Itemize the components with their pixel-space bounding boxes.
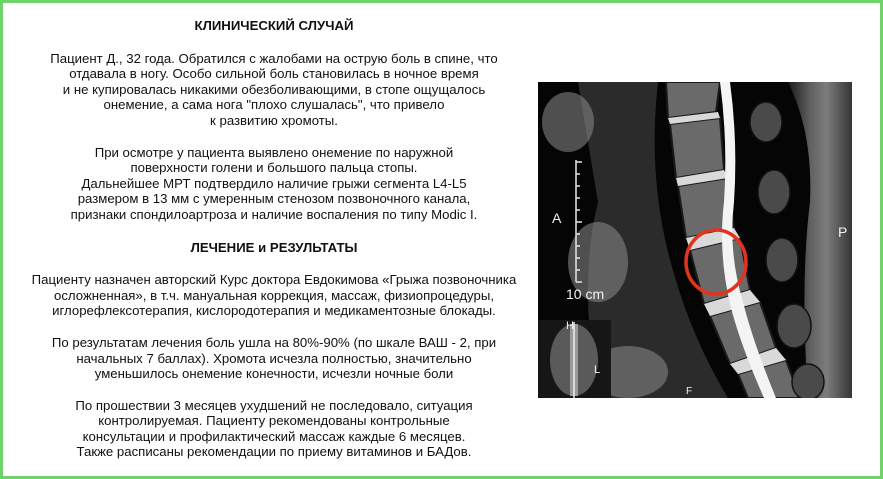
- text-line: осложненная», в т.ч. мануальная коррекция, массаж, физиопроцедуры,: [54, 287, 494, 303]
- text-line: к развитию хромоты.: [210, 112, 338, 128]
- text-line: При осмотре у пациента выявлено онемение по наружной: [94, 144, 454, 160]
- text-line: отдавала в ногу. Особо сильной боль становилась в ночное время: [69, 66, 479, 82]
- text-line: Пациенту назначен авторский Курс доктора Евдокимова «Грыжа позвоночника: [31, 272, 517, 288]
- mri-localizer-inset: [538, 320, 611, 398]
- treatment-title: ЛЕЧЕНИЕ и РЕЗУЛЬТАТЫ: [190, 239, 358, 255]
- text-line: Также расписаны рекомендации по приему витаминов и БАДов.: [76, 444, 472, 460]
- followup-paragraph: [18, 398, 530, 460]
- anterior-label: A: [552, 210, 562, 226]
- inset-h-label: H: [566, 320, 574, 332]
- inset-f-label: F: [686, 386, 693, 397]
- scale-label: 10 cm: [566, 286, 605, 302]
- text-line: консультации и профилактический массаж каждые 6 месяцев.: [82, 428, 466, 444]
- text-column: [18, 18, 530, 460]
- text-line: уменьшилось онемение конечности, исчезли ночные боли: [94, 366, 454, 382]
- exam-paragraph: [18, 145, 530, 223]
- text-line: По результатам лечения боль ушла на 80%-90% (по шкале ВАШ - 2, при: [51, 334, 497, 350]
- text-line: признаки спондилоартроза и наличие воспаления по типу Modic I.: [70, 206, 478, 222]
- inset-l-label: L: [594, 364, 601, 376]
- text-line: начальных 7 баллах). Хромота исчезла полностью, значительно: [76, 350, 472, 366]
- text-line: и не купировалась никакими обезболивающими, в стопе ощущалось: [62, 81, 486, 97]
- text-line: контролируемая. Пациенту рекомендованы контрольные: [98, 413, 450, 429]
- localizer-drawing: [538, 320, 611, 398]
- text-line: поверхности голени и большого пальца стопы.: [130, 160, 418, 176]
- text-line: онемение, а сама нога "плохо слушалась", что привело: [103, 97, 445, 113]
- text-line: размером в 13 мм с умеренным стенозом позвоночного канала,: [77, 191, 471, 207]
- mri-image: [538, 82, 852, 398]
- text-line: По прошествии 3 месяцев ухудшений не последовало, ситуация: [75, 397, 473, 413]
- text-line: Пациент Д., 32 года. Обратился с жалобами на острую боль в спине, что: [50, 50, 498, 66]
- course-paragraph: [18, 272, 530, 319]
- results-paragraph: [18, 335, 530, 382]
- text-line: иглорефлексотерапия, кислородотерапия и медикаментозные блокады.: [52, 303, 496, 319]
- posterior-label: P: [838, 224, 848, 240]
- history-paragraph: [18, 51, 530, 129]
- text-line: Дальнейшее МРТ подтвердило наличие грыжи сегмента L4-L5: [81, 175, 467, 191]
- case-title: КЛИНИЧЕСКИЙ СЛУЧАЙ: [194, 18, 354, 33]
